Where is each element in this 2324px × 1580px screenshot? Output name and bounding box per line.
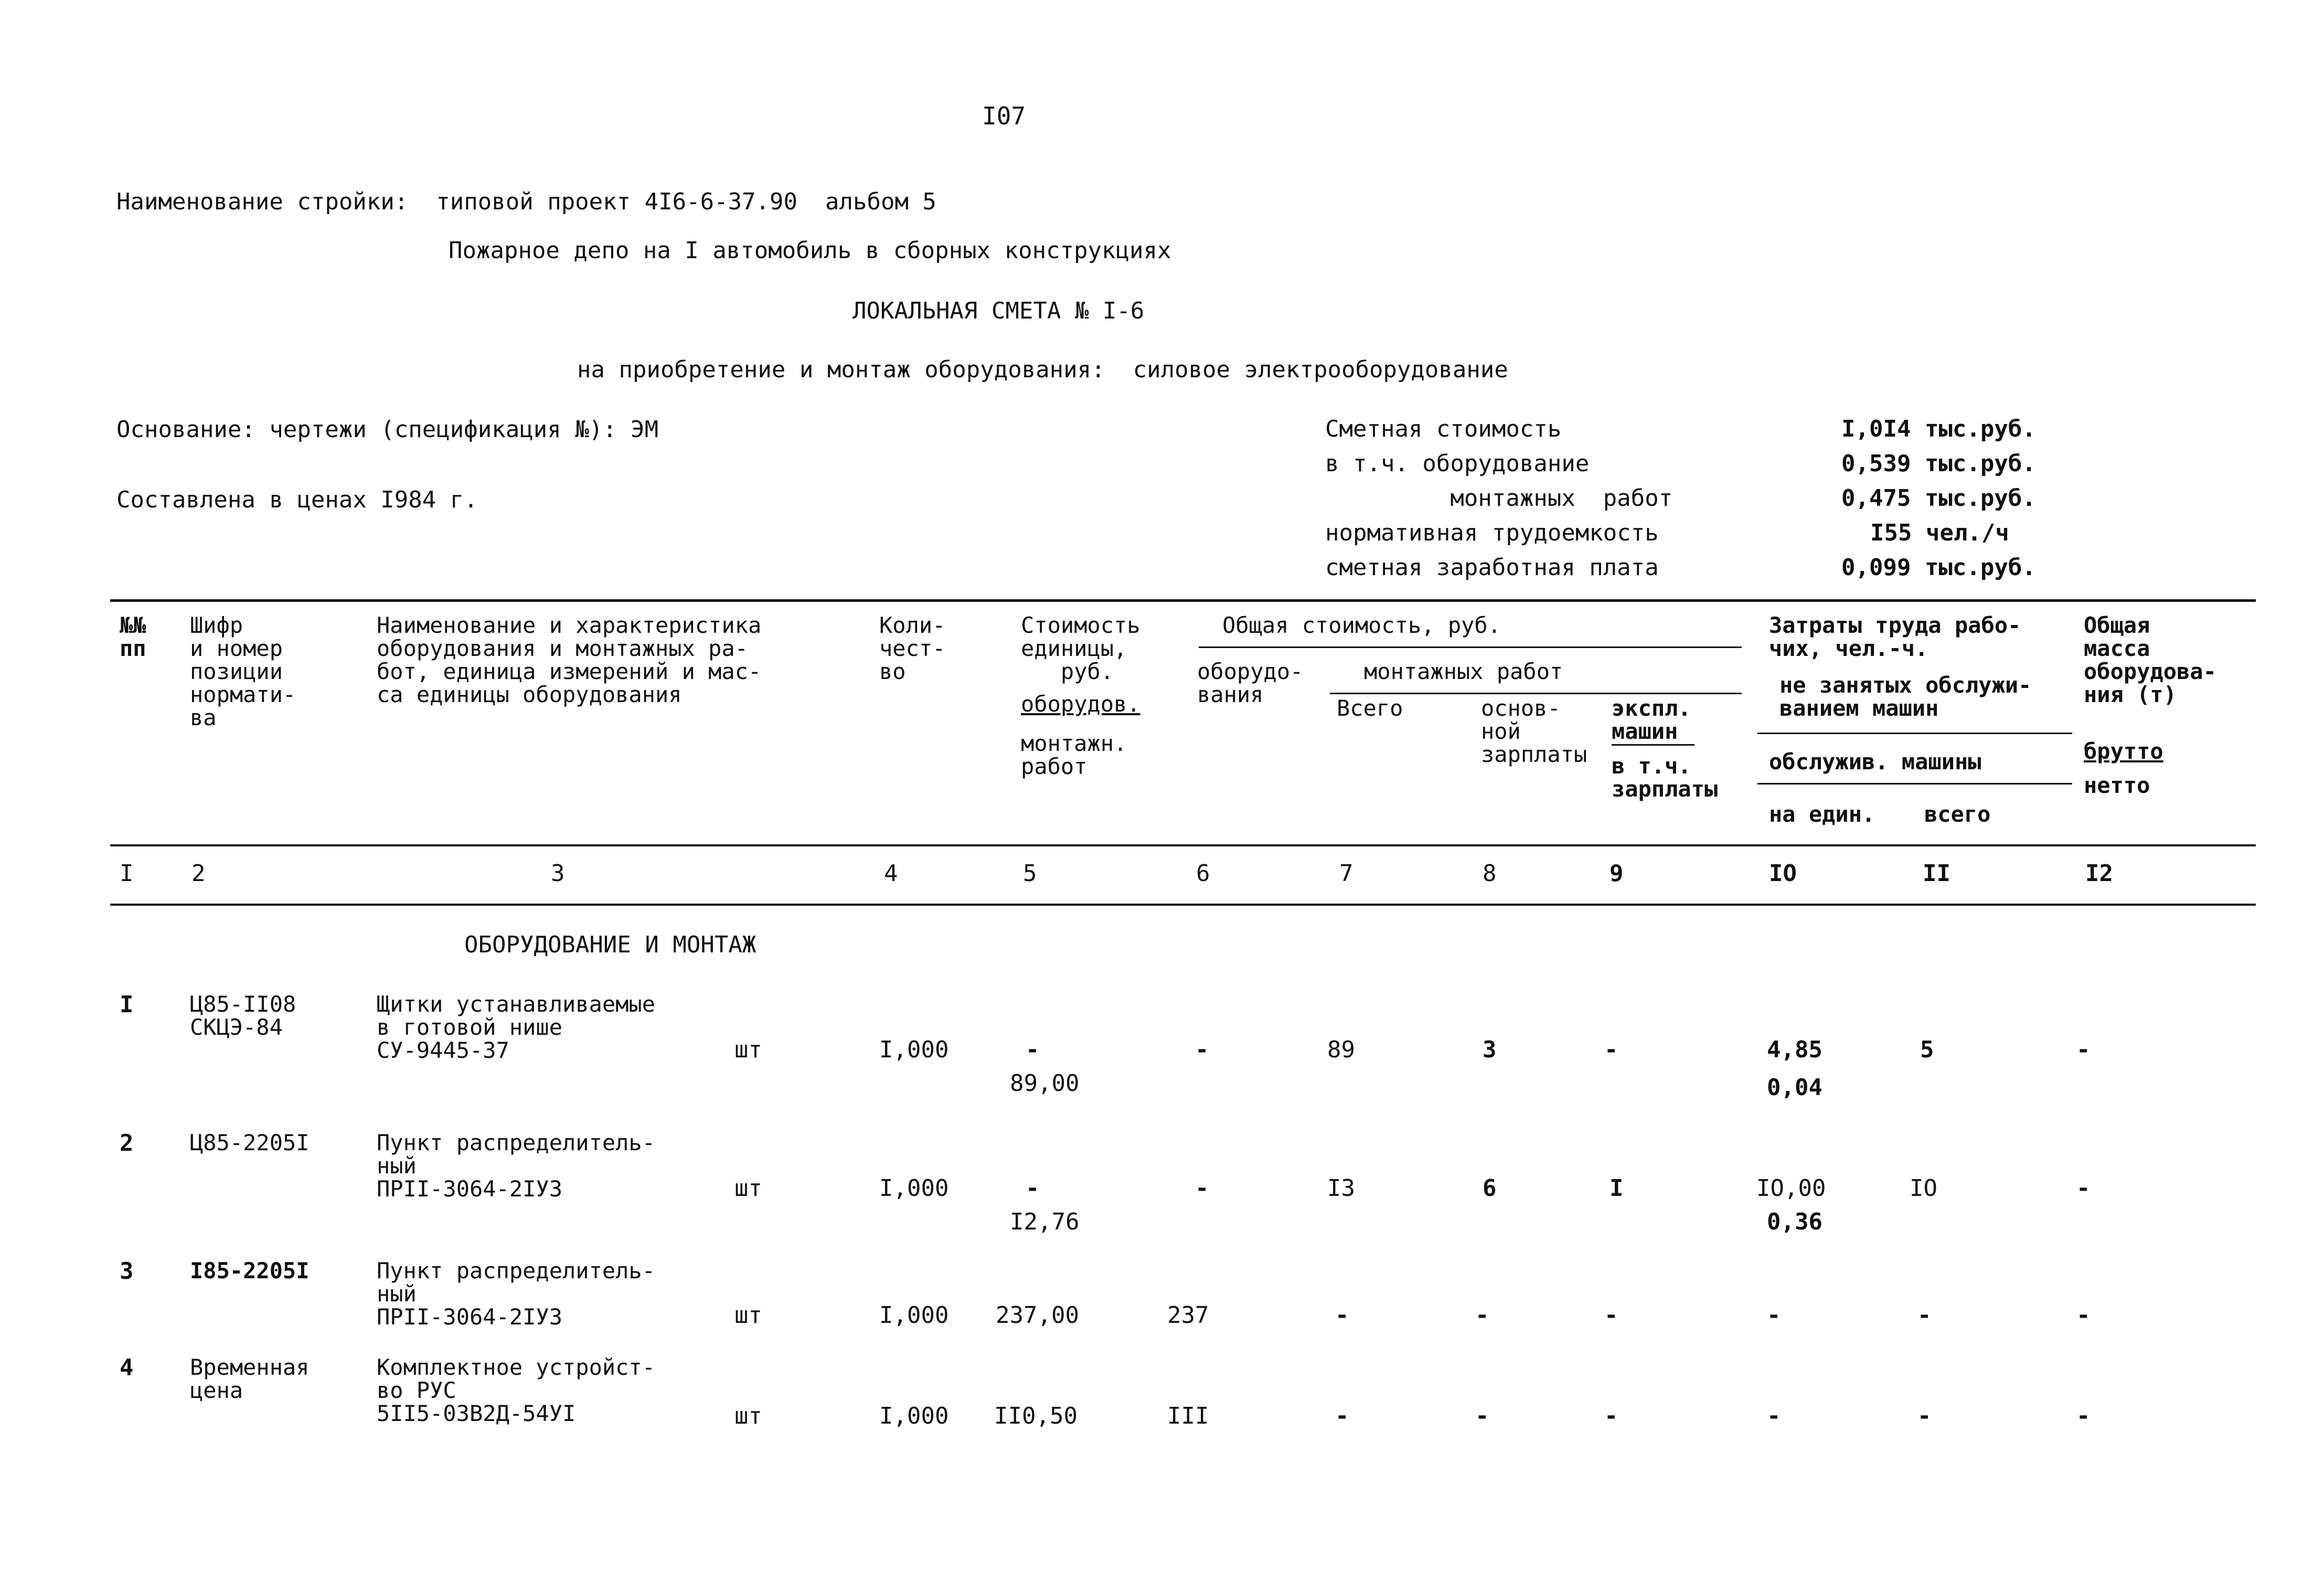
basis-line: Основание: чертежи (спецификация №): ЭМ [116, 416, 659, 443]
row-code: Ц85-II08 СКЦЭ-84 [190, 991, 296, 1040]
row-machine-operation: - [1604, 1403, 1618, 1429]
header-labor-machine: обслужив. машины [1769, 749, 1981, 775]
row-number: 4 [120, 1354, 134, 1381]
project-line: Наименование стройки: типовой проект 4I6-6-37.90 альбом 5 [116, 188, 936, 215]
row-mass: - [2076, 1403, 2091, 1429]
header-machine-salary: в т.ч. зарплаты [1612, 753, 1718, 802]
row-labor-total: - [1917, 1302, 1932, 1329]
header-labor-not-machine: не занятых обслужи- ванием машин [1779, 672, 2032, 721]
summary-value: I,0I4 тыс.руб. [1841, 416, 2036, 442]
header-row-number: №№ пп [120, 612, 146, 661]
header-unit-cost-equipment: оборудов. [1021, 691, 1140, 717]
row-mount-total: I3 [1327, 1175, 1355, 1202]
header-labor-total: всего [1924, 801, 1991, 827]
row-base-salary: - [1475, 1403, 1489, 1429]
header-bottom-rule [110, 844, 2256, 846]
summary-value: I55 чел./ч [1870, 519, 2009, 546]
row-unit: шт [734, 1175, 762, 1202]
header-code: Шифр и номер позиции нормати- ва [190, 612, 296, 730]
row-equipment-total: - [1195, 1036, 1209, 1063]
header-unit-cost: Стоимость единицы, руб. [1021, 612, 1140, 684]
summary-label: сметная заработная плата [1325, 554, 1659, 581]
row-mass: - [2076, 1036, 2091, 1063]
row-name: Щитки устанавливаемые в готовой нише СУ-9445-37 [377, 991, 656, 1063]
header-mount-works: монтажных работ [1364, 659, 1563, 684]
document-title: ЛОКАЛЬНАЯ СМЕТА № I-6 [852, 298, 1145, 324]
row-price-equipment: - [1026, 1175, 1040, 1202]
row-base-salary: 6 [1483, 1175, 1497, 1202]
row-name: Пункт распределитель- ный ПРII-3064-2IУ3 [377, 1258, 656, 1330]
row-base-salary: 3 [1483, 1036, 1497, 1063]
mount-works-rule [1330, 693, 1742, 694]
col-number: I2 [2085, 860, 2113, 887]
header-total-cost: Общая стоимость, руб. [1222, 612, 1501, 638]
summary-label: нормативная трудоемкость [1325, 519, 1659, 546]
row-name: Комплектное устройст- во РУС 5II5-03В2Д-54УI [377, 1354, 656, 1426]
section-title: ОБОРУДОВАНИЕ И МОНТАЖ [464, 931, 756, 958]
row-code: Временная цена [190, 1354, 310, 1403]
row-number: 3 [120, 1258, 134, 1285]
row-labor-per-unit: - [1767, 1403, 1781, 1429]
col-number: 7 [1339, 860, 1353, 887]
table-top-rule [110, 599, 2256, 602]
summary-label: Сметная стоимость [1325, 416, 1562, 442]
row-labor-machine: 0,04 [1767, 1074, 1822, 1101]
row-labor-total: 5 [1920, 1036, 1934, 1063]
header-unit-cost-mounting: монтажн. работ [1021, 730, 1127, 779]
row-unit: шт [734, 1036, 762, 1063]
row-equipment-total: 237 [1167, 1302, 1209, 1329]
summary-value: 0,099 тыс.руб. [1841, 554, 2036, 581]
col-number: II [1923, 860, 1950, 887]
price-level-line: Составлена в ценах I984 г. [116, 486, 478, 513]
row-number: 2 [120, 1130, 134, 1157]
header-labor-per-unit: на един. [1769, 801, 1875, 827]
row-mount-total: - [1335, 1302, 1349, 1329]
header-name: Наименование и характеристика оборудования и монтажных ра- бот, единица измерений и мас- са единицы оборудования [377, 612, 762, 707]
row-base-salary: - [1475, 1302, 1489, 1329]
col-number: IO [1769, 860, 1797, 887]
machine-operation-rule [1612, 744, 1694, 746]
row-labor-per-unit: - [1767, 1302, 1781, 1329]
header-total: Всего [1337, 695, 1403, 721]
row-labor-machine: 0,36 [1767, 1208, 1822, 1235]
col-number: 8 [1483, 860, 1497, 887]
row-price-mounting: I2,76 [1010, 1208, 1080, 1235]
header-equipment: оборудо- вания [1197, 659, 1304, 707]
row-quantity: I,000 [879, 1403, 949, 1429]
object-line: Пожарное депо на I автомобиль в сборных конструкциях [449, 237, 1171, 264]
row-labor-total: IO [1910, 1175, 1937, 1202]
row-equipment-total: III [1167, 1403, 1209, 1429]
row-equipment-total: - [1195, 1175, 1209, 1202]
total-cost-rule [1199, 646, 1742, 648]
header-base-salary: основ- ной зарплаты [1481, 695, 1587, 767]
row-mass: - [2076, 1175, 2091, 1202]
summary-label: в т.ч. оборудование [1325, 450, 1590, 477]
row-machine-operation: - [1604, 1036, 1618, 1063]
row-labor-total: - [1917, 1403, 1932, 1429]
row-unit: шт [734, 1403, 762, 1429]
row-quantity: I,000 [879, 1302, 949, 1329]
header-mass-net: нетто [2084, 772, 2150, 798]
row-machine-operation: - [1604, 1302, 1618, 1329]
row-machine-operation: I [1609, 1175, 1624, 1202]
page-number: I07 [982, 102, 1026, 130]
col-number: 3 [551, 860, 565, 887]
col-number: 6 [1196, 860, 1210, 887]
header-mass: Общая масса оборудова- ния (т) [2084, 612, 2216, 707]
summary-value: 0,475 тыс.руб. [1841, 485, 2036, 512]
row-quantity: I,000 [879, 1036, 949, 1063]
row-mount-total: 89 [1327, 1036, 1355, 1063]
row-labor-per-unit: 4,85 [1767, 1036, 1822, 1063]
col-number: 5 [1023, 860, 1037, 887]
row-unit: шт [734, 1302, 762, 1329]
row-mass: - [2076, 1302, 2091, 1329]
summary-label: монтажных работ [1325, 485, 1673, 512]
row-labor-per-unit: IO,00 [1756, 1175, 1826, 1202]
row-price-equipment: 237,00 [996, 1302, 1079, 1329]
row-price-mounting: 89,00 [1010, 1070, 1080, 1097]
row-price-equipment: - [1026, 1036, 1040, 1063]
row-code: Ц85-2205I [190, 1130, 310, 1155]
col-number: I [120, 860, 134, 887]
header-mass-gross: брутто [2084, 738, 2163, 764]
col-number: 4 [884, 860, 898, 887]
labor-rule-2 [1757, 783, 2072, 784]
row-mount-total: - [1335, 1403, 1349, 1429]
row-quantity: I,000 [879, 1175, 949, 1202]
row-number: I [120, 991, 134, 1018]
col-number: 9 [1609, 860, 1624, 887]
document-subtitle: на приобретение и монтаж оборудования: силовое электрооборудование [577, 356, 1508, 383]
col-number-rule [110, 904, 2256, 906]
header-quantity: Коли- чест- во [879, 612, 946, 684]
row-name: Пункт распределитель- ный ПРII-3064-2IУ3 [377, 1130, 656, 1202]
row-price-equipment: II0,50 [994, 1403, 1078, 1429]
header-machine-operation: экспл. машин [1612, 695, 1691, 744]
col-number: 2 [191, 860, 206, 887]
summary-value: 0,539 тыс.руб. [1841, 450, 2036, 477]
row-code: I85-2205I [190, 1258, 310, 1284]
header-labor: Затраты труда рабо- чих, чел.-ч. [1769, 612, 2021, 661]
labor-rule-1 [1757, 733, 2072, 734]
